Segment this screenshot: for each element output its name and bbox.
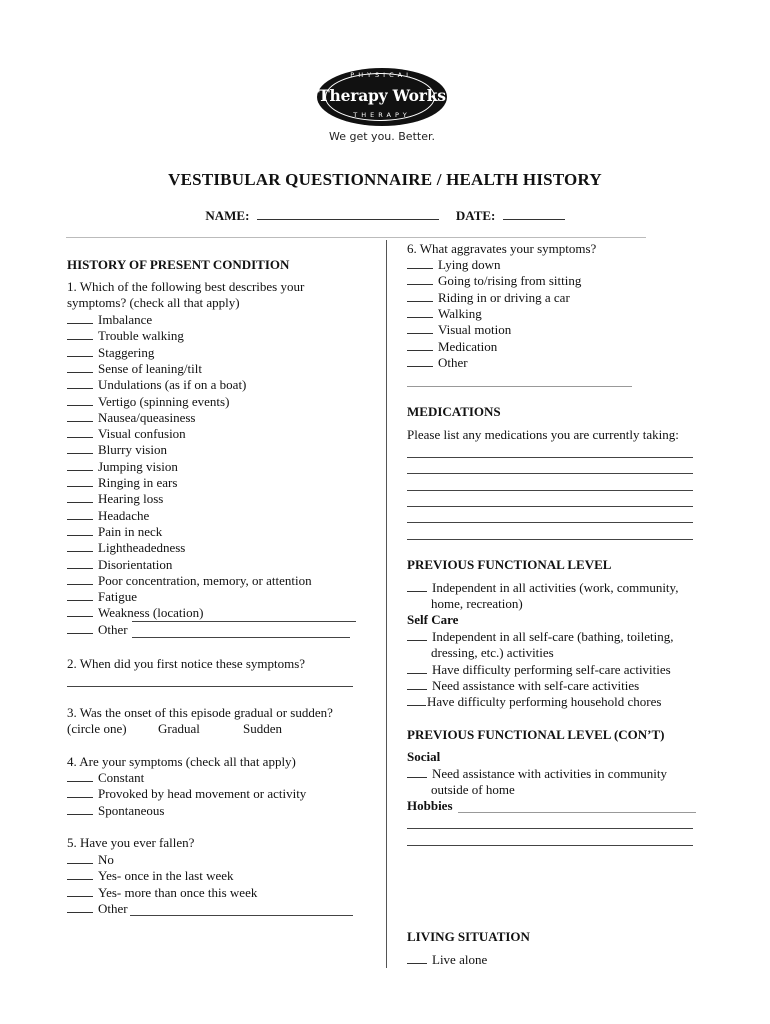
aggravator-item	[407, 257, 500, 273]
symptom-label: Undulations (as if on a boat)	[98, 377, 247, 393]
q3-option-sudden[interactable]: Sudden	[243, 721, 282, 736]
fall-label: Yes- once in the last week	[98, 868, 234, 884]
symptom-label: Staggering	[98, 344, 155, 360]
symptom-pattern-label: Provoked by head movement or activity	[98, 786, 307, 802]
symptom-item	[67, 589, 137, 605]
aggravator-checkbox[interactable]	[407, 273, 433, 285]
living-heading: LIVING SITUATION	[407, 929, 530, 944]
symptom-item	[67, 573, 312, 589]
fall-label: No	[98, 852, 114, 867]
fall-label: Other	[98, 900, 128, 916]
logo	[315, 68, 451, 148]
fall-item	[67, 868, 234, 884]
hobbies-line[interactable]	[458, 812, 696, 813]
sc-difficulty-label: Have difficulty performing self-care activities	[432, 662, 671, 677]
symptom-checkbox[interactable]	[67, 426, 93, 438]
symptom-label: Jumping vision	[98, 458, 178, 474]
symptom-item	[67, 557, 172, 573]
pfl-independent-label-cont: home, recreation)	[431, 596, 523, 611]
q2-answer-line[interactable]	[67, 686, 353, 687]
logo-top-arc: PHYSICAL	[350, 71, 414, 79]
q6-text: 6. What aggravates your symptoms?	[407, 241, 597, 256]
aggravator-checkbox[interactable]	[407, 290, 433, 302]
aggravator-checkbox[interactable]	[407, 355, 433, 367]
aggravator-item	[407, 322, 511, 338]
symptom-pattern-checkbox[interactable]	[67, 803, 93, 815]
q2-text: 2. When did you first notice these symptoms?	[67, 656, 306, 671]
symptom-checkbox[interactable]	[67, 491, 93, 503]
sc-chores-label: Have difficulty performing household chores	[427, 694, 662, 709]
q1-text-1: 1. Which of the following best describes your	[67, 279, 305, 294]
symptom-item	[67, 377, 246, 393]
symptom-checkbox[interactable]	[67, 573, 93, 585]
aggravator-label: Going to/rising from sitting	[438, 273, 582, 289]
pfl-independent-label: Independent in all activities (work, community,	[432, 580, 679, 595]
aggravator-label: Medication	[438, 338, 498, 354]
symptom-checkbox[interactable]	[67, 622, 93, 634]
symptom-item	[67, 622, 128, 638]
fall-other-line[interactable]	[130, 915, 353, 916]
living-item-alone	[407, 952, 487, 968]
self-care-heading: Self Care	[407, 612, 459, 627]
live-alone-checkbox[interactable]	[407, 952, 427, 964]
q6-other-line[interactable]	[407, 386, 632, 387]
hobbies-line[interactable]	[407, 845, 693, 846]
medication-line[interactable]	[407, 457, 693, 458]
aggravator-item	[407, 273, 581, 289]
name-field[interactable]	[257, 207, 439, 220]
symptom-checkbox[interactable]	[67, 377, 93, 389]
column-divider	[386, 240, 387, 968]
fall-checkbox[interactable]	[67, 901, 93, 913]
symptom-item	[67, 426, 186, 442]
sc-independent-label-cont: dressing, etc.) activities	[431, 645, 554, 660]
fall-item	[67, 901, 128, 917]
symptom-item	[67, 442, 167, 458]
fall-checkbox[interactable]	[67, 885, 93, 897]
aggravator-label: Walking	[438, 305, 482, 321]
sc-independent-label: Independent in all self-care (bathing, toileting,	[432, 629, 674, 644]
symptom-item	[67, 312, 152, 328]
symptom-label: Weakness (location)	[98, 605, 204, 621]
symptom-label: Pain in neck	[98, 523, 163, 539]
aggravator-item	[407, 339, 497, 355]
aggravator-label: Visual motion	[438, 322, 512, 338]
social-heading: Social	[407, 749, 441, 764]
symptom-checkbox[interactable]	[67, 589, 93, 601]
symptom-checkbox[interactable]	[67, 345, 93, 357]
symptom-checkbox[interactable]	[67, 459, 93, 471]
page-title: VESTIBULAR QUESTIONNAIRE / HEALTH HISTORY	[168, 170, 602, 189]
medication-line[interactable]	[407, 522, 693, 523]
sc-item-independent	[407, 629, 674, 645]
q3-text-2: (circle one)	[67, 721, 127, 736]
symptom-label: Blurry vision	[98, 442, 167, 458]
symptom-item	[67, 524, 162, 540]
symptom-item	[67, 410, 195, 426]
aggravator-checkbox[interactable]	[407, 257, 433, 269]
pfl-independent-checkbox[interactable]	[407, 580, 427, 592]
symptom-other-line[interactable]	[132, 637, 350, 638]
sc-assistance-label: Need assistance with self-care activities	[432, 678, 640, 693]
symptom-label: Poor concentration, memory, or attention	[98, 572, 312, 588]
symptom-pattern-label: Constant	[98, 770, 145, 785]
symptom-label: Disorientation	[98, 556, 173, 572]
name-label: NAME:	[205, 208, 250, 223]
sc-assistance-checkbox[interactable]	[407, 678, 427, 690]
logo-tagline: We get you. Better.	[329, 130, 435, 143]
symptom-item	[67, 459, 178, 475]
symptom-pattern-checkbox[interactable]	[67, 770, 93, 782]
symptom-item	[67, 491, 163, 507]
social-item	[407, 766, 667, 782]
symptom-label: Imbalance	[98, 312, 153, 327]
fall-label: Yes- more than once this week	[98, 884, 258, 900]
symptom-checkbox[interactable]	[67, 328, 93, 340]
symptom-label: Headache	[98, 507, 150, 523]
hobbies-line[interactable]	[407, 828, 693, 829]
medication-line[interactable]	[407, 490, 693, 491]
aggravator-label: Other	[438, 354, 468, 370]
symptom-checkbox[interactable]	[67, 540, 93, 552]
symptom-pattern-item	[67, 803, 164, 819]
symptom-checkbox[interactable]	[67, 524, 93, 536]
date-label: DATE:	[455, 208, 496, 223]
aggravator-label: Riding in or driving a car	[438, 289, 570, 305]
q5-text: 5. Have you ever fallen?	[67, 835, 195, 850]
symptom-item	[67, 540, 185, 556]
symptom-item	[67, 394, 229, 410]
medication-line[interactable]	[407, 506, 693, 507]
aggravator-item	[407, 306, 482, 322]
weakness-location-line[interactable]	[132, 621, 356, 622]
symptom-label: Ringing in ears	[98, 475, 178, 490]
q3-text-1: 3. Was the onset of this episode gradual or sudden?	[67, 705, 333, 720]
symptom-item	[67, 508, 149, 524]
q1-text-2: symptoms? (check all that apply)	[67, 295, 240, 310]
aggravator-label: Lying down	[438, 257, 501, 272]
symptom-pattern-checkbox[interactable]	[67, 786, 93, 798]
sc-independent-checkbox[interactable]	[407, 629, 427, 641]
symptom-item	[67, 328, 184, 344]
social-checkbox[interactable]	[407, 766, 427, 778]
social-label: Need assistance with activities in community	[432, 766, 668, 781]
medications-heading: MEDICATIONS	[407, 404, 501, 419]
symptom-checkbox[interactable]	[67, 605, 93, 617]
name-date-row	[0, 207, 770, 224]
date-field[interactable]	[503, 207, 565, 220]
live-alone-label: Live alone	[432, 952, 488, 967]
q4-text: 4. Are your symptoms (check all that apply)	[67, 754, 296, 769]
aggravator-checkbox[interactable]	[407, 322, 433, 334]
logo-name: Therapy Works	[318, 86, 446, 105]
fall-checkbox[interactable]	[67, 852, 93, 864]
symptom-label: Visual confusion	[98, 426, 186, 442]
symptom-checkbox[interactable]	[67, 410, 93, 422]
fall-item	[67, 885, 257, 901]
symptom-label: Sense of leaning/tilt	[98, 360, 202, 376]
symptom-pattern-item	[67, 770, 144, 786]
symptom-checkbox[interactable]	[67, 475, 93, 487]
fall-checkbox[interactable]	[67, 868, 93, 880]
symptom-checkbox[interactable]	[67, 557, 93, 569]
pfl-item-independent	[407, 580, 678, 596]
symptom-checkbox[interactable]	[67, 312, 93, 324]
symptom-item	[67, 345, 154, 361]
aggravator-item	[407, 290, 570, 306]
header-divider	[66, 237, 646, 238]
history-heading: HISTORY OF PRESENT CONDITION	[67, 257, 290, 272]
q3-option-gradual[interactable]: Gradual	[158, 721, 200, 736]
logo-bottom-arc: THERAPY	[353, 111, 411, 119]
symptom-label: Nausea/queasiness	[98, 409, 196, 425]
symptom-label: Lightheadedness	[98, 540, 186, 556]
hobbies-label: Hobbies	[407, 798, 453, 813]
sc-item-chores	[407, 694, 661, 710]
symptom-checkbox[interactable]	[67, 442, 93, 454]
sc-chores-checkbox[interactable]	[407, 694, 426, 706]
sc-difficulty-checkbox[interactable]	[407, 662, 427, 674]
symptom-pattern-item	[67, 786, 306, 802]
symptom-item	[67, 605, 203, 621]
aggravator-checkbox[interactable]	[407, 339, 433, 351]
aggravator-item	[407, 355, 468, 371]
symptom-item	[67, 361, 202, 377]
medication-line[interactable]	[407, 539, 693, 540]
pfl-heading: PREVIOUS FUNCTIONAL LEVEL	[407, 557, 612, 572]
symptom-checkbox[interactable]	[67, 361, 93, 373]
symptom-pattern-label: Spontaneous	[98, 802, 165, 818]
symptom-label: Fatigue	[98, 589, 137, 605]
social-label-cont: outside of home	[431, 782, 515, 797]
medication-line[interactable]	[407, 473, 693, 474]
symptom-label: Trouble walking	[98, 328, 184, 344]
symptom-label: Vertigo (spinning events)	[98, 393, 230, 409]
symptom-checkbox[interactable]	[67, 508, 93, 520]
sc-item-difficulty	[407, 662, 671, 678]
sc-item-assistance	[407, 678, 639, 694]
fall-item	[67, 852, 114, 868]
aggravator-checkbox[interactable]	[407, 306, 433, 318]
symptom-label: Other	[98, 621, 128, 637]
symptom-item	[67, 475, 177, 491]
symptom-checkbox[interactable]	[67, 394, 93, 406]
pfl-cont-heading: PREVIOUS FUNCTIONAL LEVEL (CON’T)	[407, 727, 665, 742]
medications-prompt: Please list any medications you are currently taking:	[407, 427, 679, 442]
symptom-label: Hearing loss	[98, 491, 164, 507]
